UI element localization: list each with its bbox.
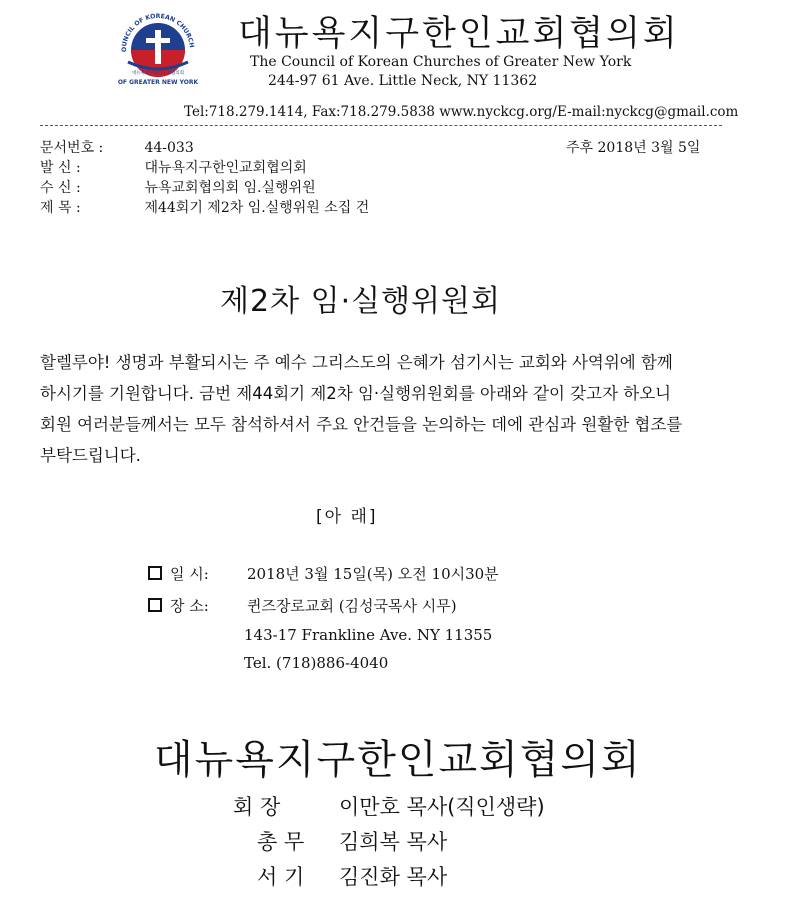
datetime-label: 일 시: (170, 565, 209, 583)
place-phone: Tel. (718)886-4040 (244, 654, 389, 672)
document-date: 주후 2018년 3월 5일 (566, 140, 701, 156)
signatory-name: 김희복 목사 (339, 830, 448, 854)
logo-text-top: OUNCIL OF KOREAN CHURCH (120, 12, 195, 53)
place-address: 143-17 Frankline Ave. NY 11355 (244, 626, 493, 644)
details-heading: [아 래] (316, 507, 378, 527)
recipient-row (40, 177, 316, 197)
signatory-name: 김진화 목사 (339, 865, 448, 889)
signature-organization: 대뉴욕지구한인교회협의회 (154, 737, 642, 783)
place-label: 장 소: (170, 597, 209, 615)
signatory-role: 총 무 (257, 830, 305, 854)
body-line: 부탁드립니다. (40, 446, 141, 465)
meeting-datetime: 2018년 3월 15일(목) 오전 10시30분 (247, 565, 499, 583)
subject-row (40, 197, 369, 217)
doc-number-row (40, 137, 194, 157)
recipient-label: 수 신 : (40, 180, 81, 196)
checkbox-icon (148, 566, 162, 580)
signatory-role: 회 장 (233, 795, 281, 819)
signatory-name: 이만호 목사(직인생략) (339, 795, 545, 819)
doc-number-label: 문서번호 : (40, 140, 104, 156)
meeting-place: 퀸즈장로교회 (김성국목사 시무) (247, 597, 457, 615)
sender: 대뉴욕지구한인교회협의회 (144, 160, 307, 176)
datetime-row (148, 563, 209, 584)
body-line: 회원 여러분들께서는 모두 참석하셔서 주요 안건들을 논의하는 데에 관심과 원활한 협조를 (40, 415, 683, 434)
org-address: 244-97 61 Ave. Little Neck, NY 11362 (268, 73, 538, 89)
header-divider (40, 125, 722, 126)
checkbox-icon (148, 598, 162, 612)
place-row (148, 595, 209, 616)
recipient: 뉴욕교회협의회 임.실행위원 (144, 180, 316, 196)
doc-number: 44-033 (144, 140, 194, 156)
org-name-korean: 대뉴욕지구한인교회협의회 (238, 14, 680, 54)
org-contact: Tel:718.279.1414, Fax:718.279.5838 www.nyckcg.org/E-mail:nyckcg@gmail.com (184, 104, 739, 120)
logo-text-mid: 대뉴욕지구한인교회협의회 (131, 71, 185, 76)
body-line: 할렐루야! 생명과 부활되시는 주 예수 그리스도의 은혜가 섬기시는 교회와 사역위에 함께 (40, 353, 673, 372)
sender-row (40, 157, 307, 177)
org-name-english: The Council of Korean Churches of Greater New York (250, 54, 632, 70)
subject: 제44회기 제2차 임.실행위원 소집 건 (144, 200, 370, 216)
meeting-title: 제2차 임·실행위원회 (220, 284, 501, 319)
subject-label: 제 목 : (40, 200, 81, 216)
sender-label: 발 신 : (40, 160, 81, 176)
council-logo (112, 8, 204, 90)
body-line: 하시기를 기원합니다. 금번 제44회기 제2차 임·실행위원회를 아래와 같이 갖고자 하오니 (40, 384, 672, 403)
signatory-role: 서 기 (257, 865, 305, 889)
logo-text-bottom: OF GREATER NEW YORK (117, 79, 199, 86)
